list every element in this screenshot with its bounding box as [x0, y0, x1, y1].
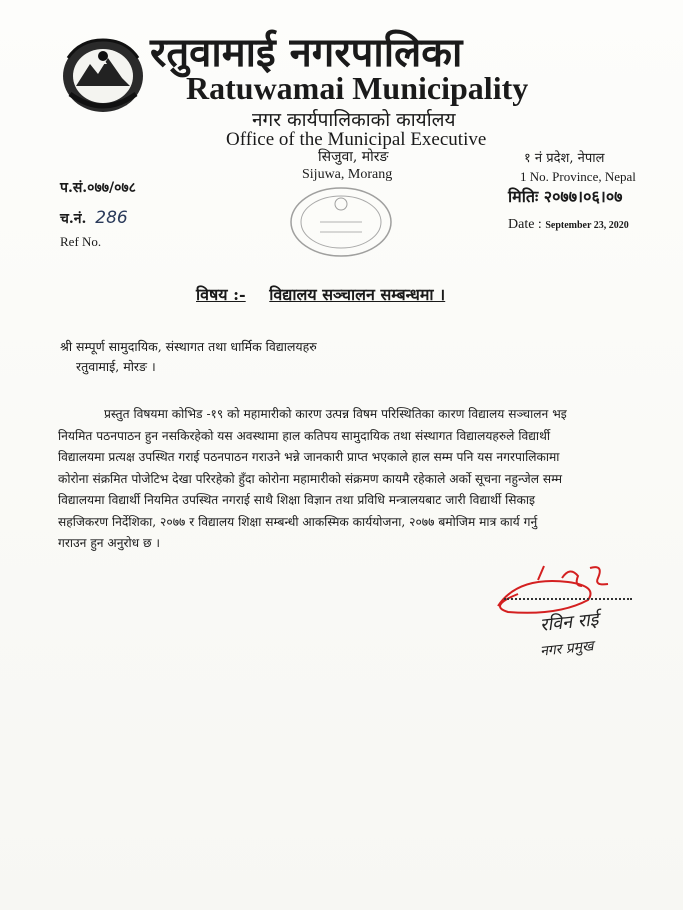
- body-line: विद्यालयमा प्रत्यक्ष उपस्थित गराई पठनपाठन गराउने भन्ने जानकारी प्राप्त भएकाले हाल सम्म पनि यस नगरपालिकामा: [58, 450, 560, 464]
- municipality-name-english: Ratuwamai Municipality: [186, 70, 529, 106]
- subject-label: विषय :-: [196, 285, 246, 304]
- body-line: गराउन हुन अनुरोध छ ।: [58, 536, 161, 550]
- office-name-english: Office of the Municipal Executive: [226, 129, 487, 150]
- office-name-nepali: नगर कार्यपालिकाको कार्यालय: [252, 109, 456, 131]
- body-line: प्रस्तुत विषयमा कोभिड -१९ को महामारीको कारण उत्पन्न विषम परिस्थितिका कारण विद्यालय सञ्चालन भइ: [104, 407, 567, 421]
- addressee-line-1: श्री सम्पूर्ण सामुदायिक, संस्थागत तथा धार्मिक विद्यालयहरु: [60, 339, 317, 354]
- municipality-name-nepali: रतुवामाई नगरपालिका: [150, 29, 463, 76]
- signatory-title: नगर प्रमुख: [539, 638, 595, 660]
- signature-line: [504, 598, 632, 600]
- date-nepali: मितिः २०७७।०६।०७: [508, 187, 623, 206]
- date-label: Date :: [508, 217, 542, 232]
- body-paragraph: [58, 404, 668, 555]
- dispatch-number: [60, 208, 128, 229]
- ref-label: Ref No.: [60, 234, 102, 249]
- province-nepali: १ नं प्रदेश, नेपाल: [524, 151, 605, 166]
- date-value: September 23, 2020: [545, 220, 629, 231]
- addressee-line-2: रतुवामाई, मोरङ ।: [76, 359, 156, 374]
- place-english: Sijuwa, Morang: [302, 167, 393, 182]
- subject-line: [196, 284, 445, 306]
- place-nepali: सिजुवा, मोरङ: [318, 149, 389, 165]
- body-line: सहजिकरण निर्देशिका, २०७७ र विद्यालय शिक्षा सम्बन्धी आकस्मिक कार्ययोजना, २०७७ बमोजिम मात्र कार्य गर्नु: [58, 514, 538, 529]
- body-line: विद्यालयमा विद्यार्थी नियमित उपस्थित नगराई साथै शिक्षा विज्ञान तथा प्रविधि मन्त्रालयबाट जारी विद्यार्थी सिकाइ: [58, 493, 536, 507]
- signatory-name: रविन राई: [539, 608, 600, 637]
- subject-text: विद्यालय सञ्चालन सम्बन्धमा ।: [269, 285, 446, 304]
- office-seal-stamp: [286, 182, 396, 260]
- municipal-emblem-icon: [58, 34, 148, 116]
- dispatch-value: 286: [95, 208, 128, 228]
- dispatch-label: च.नं.: [60, 211, 87, 227]
- body-line: कोरोना संक्रमित पोजेटिभ देखा परिरहेको हुँदा कोरोना महामारीको संक्रमण कायमै रहेकाले अर्को सूचना नहुन्जेल सम्म: [58, 471, 563, 486]
- province-english: 1 No. Province, Nepal: [520, 169, 636, 184]
- body-line: नियमित पठनपाठन हुन नसकिरहेको यस अवस्थामा हाल कतिपय सामुदायिक तथा संस्थागत विद्यालयहरुले विद्यार्थी: [58, 428, 551, 443]
- letter-number: प.सं.०७७/०७८: [60, 180, 136, 196]
- date-english: [508, 216, 629, 235]
